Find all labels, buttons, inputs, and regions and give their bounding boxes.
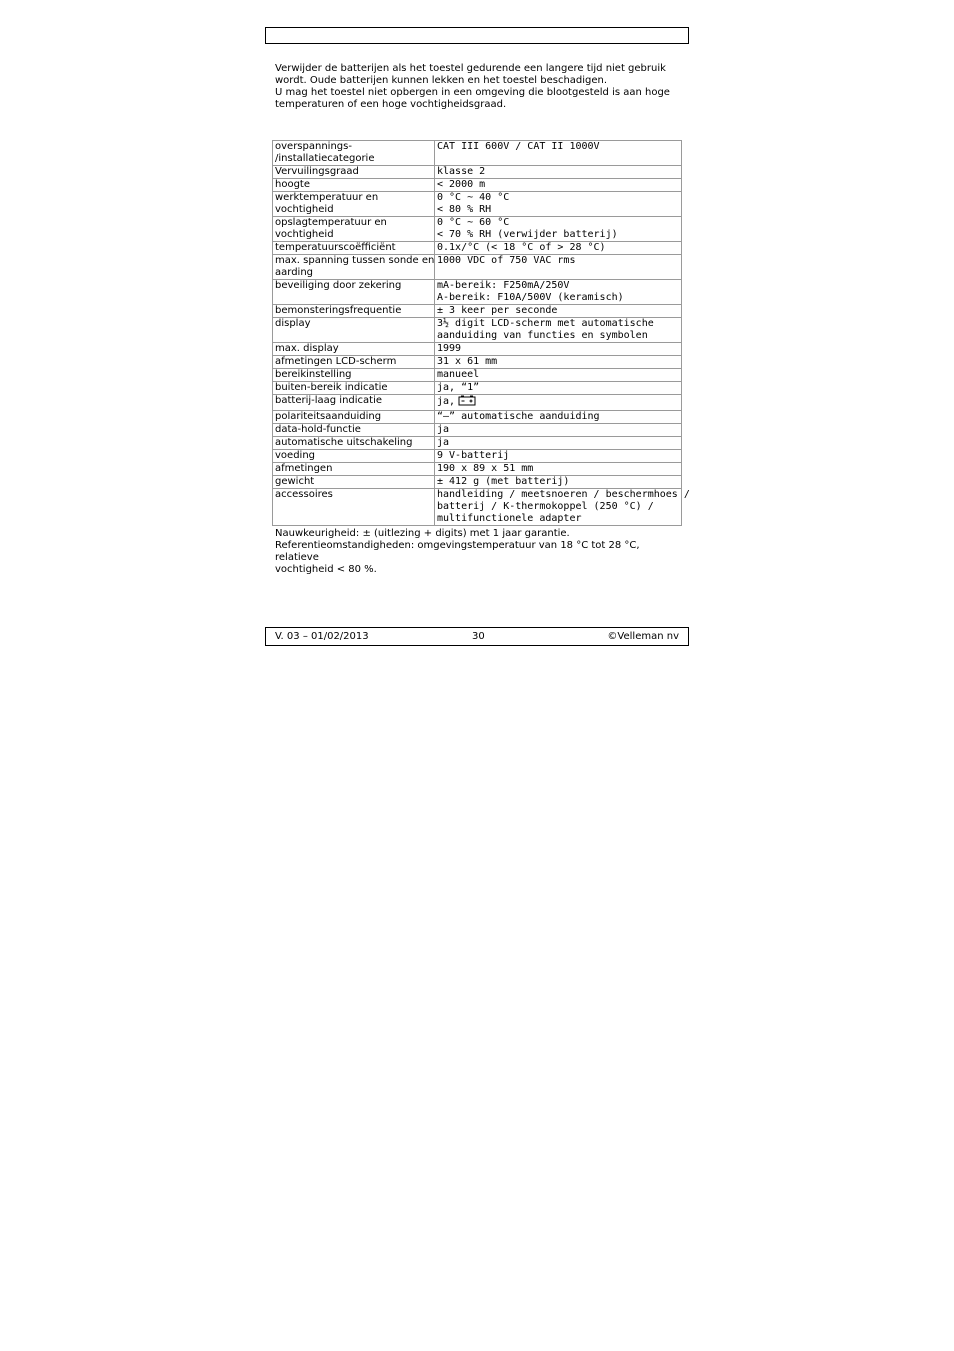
- spec-label-cell: [273, 280, 435, 305]
- spec-label-cell: [273, 382, 435, 395]
- accuracy-notes: [275, 528, 685, 576]
- spec-label: hoogte: [275, 179, 310, 190]
- table-row: [273, 343, 682, 356]
- intro-line: wordt. Oude batterijen kunnen lekken en het toestel beschadigen.: [275, 75, 608, 86]
- spec-label: vochtigheid: [275, 229, 334, 240]
- spec-value: 9 V-batterij: [437, 450, 510, 461]
- spec-value: “–” automatische aanduiding: [437, 411, 600, 422]
- spec-value: 190 x 89 x 51 mm: [437, 463, 534, 474]
- spec-value: < 70 % RH (verwijder batterij): [437, 229, 618, 240]
- spec-label-cell: [273, 305, 435, 318]
- spec-value-cell: [435, 255, 682, 280]
- spec-label: temperatuurscoëfficiënt: [275, 242, 396, 253]
- spec-label: display: [275, 318, 311, 329]
- spec-value-cell: [435, 489, 690, 526]
- table-row: [273, 166, 682, 179]
- spec-value-cell: [435, 411, 682, 424]
- spec-value: manueel: [437, 369, 480, 380]
- spec-label-cell: [273, 242, 435, 255]
- spec-value-cell: [435, 179, 682, 192]
- spec-label: /installatiecategorie: [275, 153, 375, 164]
- spec-value: ± 412 g (met batterij): [437, 476, 570, 487]
- header-box: [265, 27, 689, 44]
- spec-label: buiten-bereik indicatie: [275, 382, 388, 393]
- spec-label-cell: [273, 395, 435, 411]
- spec-value-cell: [435, 280, 682, 305]
- table-row: [273, 450, 682, 463]
- spec-label: automatische uitschakeling: [275, 437, 413, 448]
- spec-label-cell: [273, 343, 435, 356]
- spec-value: 0.1x/°C (< 18 °C of > 28 °C): [437, 242, 606, 253]
- notes-line: Nauwkeurigheid: ± (uitlezing + digits) met 1 jaar garantie.: [275, 528, 570, 539]
- spec-value: mA-bereik: F250mA/250V: [437, 280, 570, 291]
- spec-value: batterij / K-thermokoppel (250 °C) /: [437, 501, 654, 512]
- spec-value: < 80 % RH: [437, 204, 492, 215]
- spec-label: polariteitsaanduiding: [275, 411, 382, 422]
- spec-value-cell: [435, 369, 682, 382]
- spec-value: 31 x 61 mm: [437, 356, 498, 367]
- spec-value: ja: [437, 424, 450, 435]
- spec-value: multifunctionele adapter: [437, 513, 582, 524]
- spec-value-cell: [435, 437, 682, 450]
- spec-label: afmetingen: [275, 463, 333, 474]
- spec-label-cell: [273, 476, 435, 489]
- table-row: [273, 280, 682, 305]
- spec-value: 3½ digit LCD-scherm met automatische: [437, 318, 654, 329]
- table-row: [273, 255, 682, 280]
- table-row: [273, 242, 682, 255]
- spec-value: ja, “1”: [437, 382, 480, 393]
- spec-value-with-icon: [437, 395, 679, 410]
- spec-value-cell: [435, 217, 682, 242]
- footer-copyright: ©Velleman nv: [607, 631, 679, 642]
- spec-label-cell: [273, 255, 435, 280]
- table-row: [273, 382, 682, 395]
- spec-value-cell: [435, 382, 682, 395]
- spec-value: < 2000 m: [437, 179, 486, 190]
- spec-label: afmetingen LCD-scherm: [275, 356, 397, 367]
- notes-line: Referentieomstandigheden: omgevingstemperatuur van 18 °C tot 28 °C, relatieve: [275, 540, 640, 563]
- intro-line: temperaturen of een hoge vochtigheidsgraad.: [275, 99, 507, 110]
- notes-line: vochtigheid < 80 %.: [275, 564, 377, 575]
- spec-label-cell: [273, 166, 435, 179]
- spec-label-cell: [273, 463, 435, 476]
- spec-label-cell: [273, 369, 435, 382]
- table-row: [273, 141, 682, 166]
- spec-label-cell: [273, 424, 435, 437]
- spec-value: ± 3 keer per seconde: [437, 305, 558, 316]
- spec-label-cell: [273, 217, 435, 242]
- spec-value-cell: [435, 450, 682, 463]
- specifications-table-body: [273, 141, 690, 526]
- table-row: [273, 356, 682, 369]
- spec-value-cell: [435, 424, 682, 437]
- spec-value-cell: [435, 343, 682, 356]
- spec-label-cell: [273, 356, 435, 369]
- table-row: [273, 463, 682, 476]
- spec-label-cell: [273, 411, 435, 424]
- spec-label: max. spanning tussen sonde en: [275, 255, 435, 266]
- spec-label: gewicht: [275, 476, 315, 487]
- spec-label: opslagtemperatuur en: [275, 217, 387, 228]
- spec-value-cell: [435, 395, 682, 411]
- battery-icon: [458, 395, 476, 410]
- spec-label: max. display: [275, 343, 339, 354]
- spec-label-cell: [273, 141, 435, 166]
- table-row: [273, 369, 682, 382]
- spec-value-cell: [435, 463, 682, 476]
- specifications-table: [272, 140, 690, 526]
- spec-value: 0 °C ~ 60 °C: [437, 217, 510, 228]
- spec-value-cell: [435, 305, 682, 318]
- spec-value: CAT III 600V / CAT II 1000V: [437, 141, 600, 152]
- table-row: [273, 217, 682, 242]
- spec-label: data-hold-functie: [275, 424, 361, 435]
- spec-value-cell: [435, 318, 682, 343]
- spec-value: 1000 VDC of 750 VAC rms: [437, 255, 576, 266]
- spec-value: handleiding / meetsnoeren / beschermhoes /: [437, 489, 690, 500]
- spec-label: bereikinstelling: [275, 369, 352, 380]
- footer-version: V. 03 – 01/02/2013: [275, 631, 369, 642]
- spec-label: bemonsteringsfrequentie: [275, 305, 402, 316]
- spec-value-cell: [435, 242, 682, 255]
- spec-label: overspannings-: [275, 141, 352, 152]
- table-row: [273, 437, 682, 450]
- footer-page-number: 30: [472, 631, 485, 642]
- spec-label: vochtigheid: [275, 204, 334, 215]
- page-footer: [265, 627, 689, 646]
- table-row: [273, 179, 682, 192]
- spec-value: 1999: [437, 343, 462, 354]
- spec-value: ja,: [437, 396, 456, 407]
- spec-label-cell: [273, 437, 435, 450]
- spec-label: Vervuilingsgraad: [275, 166, 359, 177]
- spec-label-cell: [273, 318, 435, 343]
- spec-value-cell: [435, 356, 682, 369]
- spec-label: aarding: [275, 267, 314, 278]
- spec-label: werktemperatuur en: [275, 192, 379, 203]
- table-row: [273, 424, 682, 437]
- spec-label-cell: [273, 179, 435, 192]
- spec-label: beveiliging door zekering: [275, 280, 402, 291]
- table-row: [273, 318, 682, 343]
- spec-value-cell: [435, 166, 682, 179]
- table-row: [273, 192, 682, 217]
- spec-label-cell: [273, 489, 435, 526]
- spec-value: ja: [437, 437, 450, 448]
- spec-label: voeding: [275, 450, 315, 461]
- spec-value-cell: [435, 141, 682, 166]
- table-row: [273, 489, 682, 526]
- table-row: [273, 476, 682, 489]
- spec-value: 0 °C ~ 40 °C: [437, 192, 510, 203]
- spec-value: klasse 2: [437, 166, 486, 177]
- spec-value-cell: [435, 476, 682, 489]
- spec-label-cell: [273, 450, 435, 463]
- table-row: [273, 411, 682, 424]
- table-row: [273, 395, 682, 411]
- spec-value: aanduiding van functies en symbolen: [437, 330, 648, 341]
- spec-value: A-bereik: F10A/500V (keramisch): [437, 292, 624, 303]
- intro-line: U mag het toestel niet opbergen in een omgeving die blootgesteld is aan hoge: [275, 87, 670, 98]
- spec-value-cell: [435, 192, 682, 217]
- table-row: [273, 305, 682, 318]
- spec-label-cell: [273, 192, 435, 217]
- spec-label: accessoires: [275, 489, 333, 500]
- intro-line: Verwijder de batterijen als het toestel gedurende een langere tijd niet gebruik: [275, 63, 666, 74]
- intro-text: [275, 63, 685, 111]
- spec-label: batterij-laag indicatie: [275, 395, 383, 406]
